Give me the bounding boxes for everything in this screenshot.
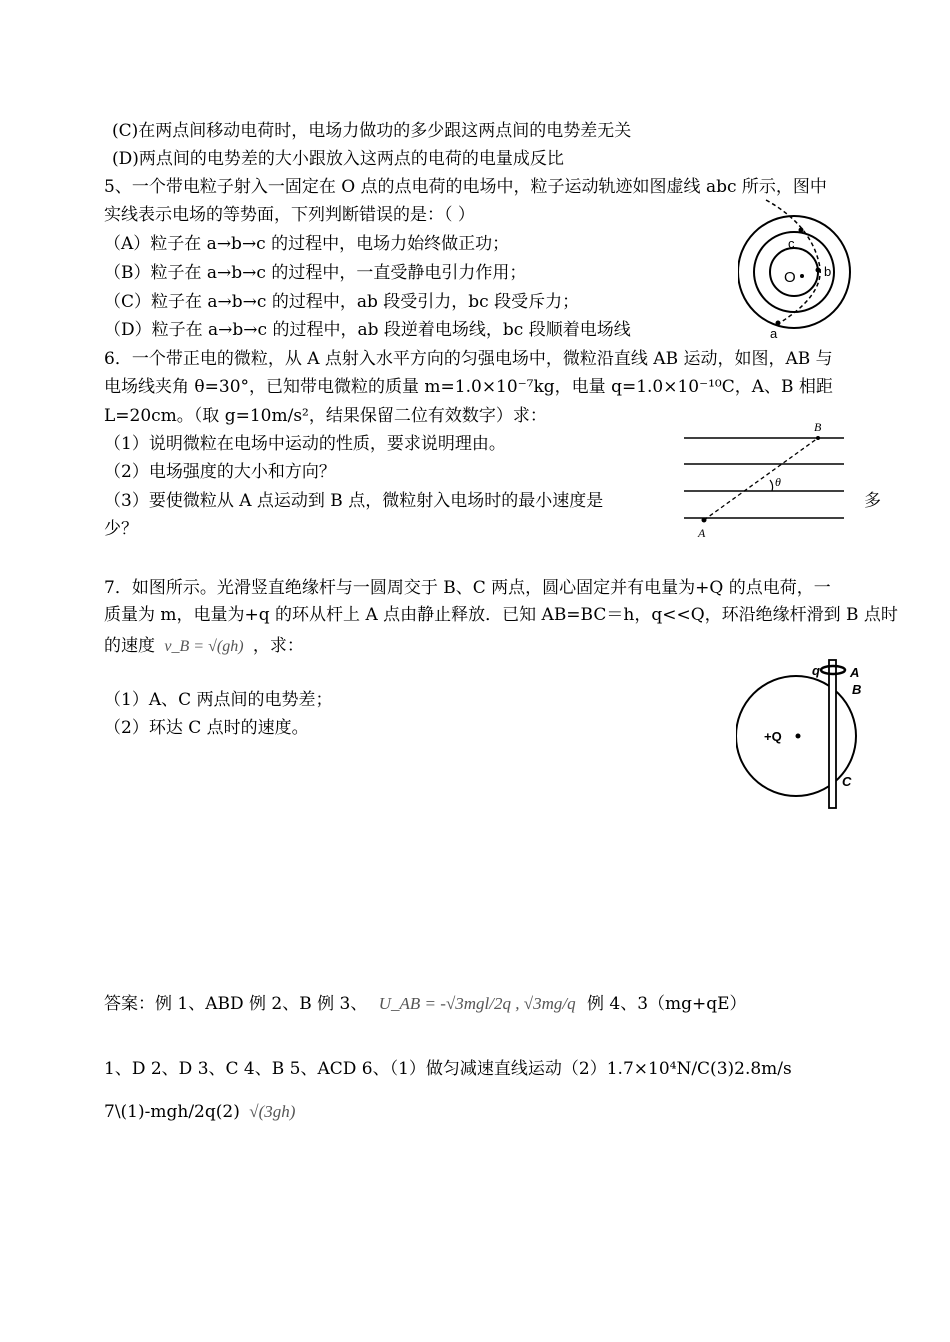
q5-option-a: （A）粒子在 a→b→c 的过程中，电场力始终做正功；	[104, 234, 510, 254]
uniform-field-figure	[680, 418, 850, 542]
q7-part2: （2）环达 C 点时的速度。	[104, 718, 309, 738]
answer-prefix: 答案：例 1、ABD 例 2、B 例 3、	[104, 994, 368, 1014]
q6-stem-line3: L=20cm。（取 g=10m/s²，结果保留二位有效数字）求：	[104, 406, 547, 426]
q7-stem-line1: 7．如图所示。光滑竖直绝缘杆与一圆周交于 B、C 两点，圆心固定并有电量为+Q 的点电荷，一	[104, 578, 831, 598]
q6-part3: （3）要使微粒从 A 点运动到 B 点，微粒射入电场时的最小速度是	[104, 491, 604, 511]
q5-stem-line1: 5、一个带电粒子射入一固定在 O 点的点电荷的电场中，粒子运动轨迹如图虚线 abc 所示，图中	[104, 177, 827, 197]
fig7-label-c: C	[842, 774, 852, 789]
q6-stem-line2: 电场线夹角 θ=30°，已知带电微粒的质量 m=1.0×10⁻⁷kg，电量 q=1.0×10⁻¹⁰C，A、B 相距	[104, 377, 833, 397]
q5-option-b: （B）粒子在 a→b→c 的过程中，一直受静电引力作用；	[104, 263, 527, 283]
option-c-line: (C)在两点间移动电荷时，电场力做功的多少跟这两点间的电势差无关	[112, 121, 632, 141]
q5-option-d: （D）粒子在 a→b→c 的过程中，ab 段逆着电场线，bc 段顺着电场线	[104, 320, 631, 340]
fig6-label-theta: θ	[775, 475, 781, 489]
fig5-label-o: O	[784, 269, 796, 286]
option-d-line: (D)两点间的电势差的大小跟放入这两点的电荷的电量成反比	[112, 149, 564, 169]
fig6-label-b: B	[814, 420, 822, 434]
equipotential-figure	[738, 196, 860, 342]
fig5-label-a: a	[770, 326, 778, 341]
answer-line3	[104, 1100, 295, 1124]
q6-part3-cont: 少？	[104, 519, 138, 539]
fig7-label-b: B	[852, 682, 862, 697]
answer-example4: 例 4、3（mg+qE）	[586, 994, 747, 1014]
answer-line1	[104, 992, 747, 1016]
answer-q7-text: 7\(1)-mgh/2q(2)	[104, 1102, 240, 1122]
q7-speed-prefix: 的速度	[104, 636, 155, 656]
answer-example3-formula: U_AB = -√3mgl/2q , √3mg/q	[378, 994, 576, 1013]
answer-line2: 1、D 2、D 3、C 4、B 5、ACD 6、（1）做匀减速直线运动（2）1.7×10⁴N/C(3)2.8m/s	[104, 1059, 792, 1079]
q6-part1: （1）说明微粒在电场中运动的性质，要求说明理由。	[104, 434, 506, 454]
q7-stem-line2: 质量为 m，电量为+q 的环从杆上 A 点由静止释放．已知 AB=BC＝h，q<<Q，环沿绝缘杆滑到 B 点时	[104, 605, 898, 625]
q5-option-c: （C）粒子在 a→b→c 的过程中，ab 段受引力，bc 段受斥力；	[104, 292, 580, 312]
q7-stem-line3	[104, 634, 304, 659]
fig7-label-plus-q: +Q	[764, 729, 782, 744]
answer-q7-formula: √(3gh)	[249, 1102, 296, 1121]
q7-part1: （1）A、C 两点间的电势差；	[104, 690, 333, 710]
q6-part2: （2）电场强度的大小和方向？	[104, 462, 336, 482]
fig5-label-b: b	[824, 264, 832, 279]
fig7-label-a: A	[850, 665, 860, 680]
q5-stem-line2: 实线表示电场的等势面，下列判断错误的是：（ ）	[104, 205, 475, 225]
q7-speed-suffix: ，求：	[252, 636, 304, 656]
rod-circle-figure	[736, 658, 876, 810]
q6-stem-line1: 6．一个带正电的微粒，从 A 点射入水平方向的匀强电场中，微粒沿直线 AB 运动，如图，AB 与	[104, 349, 833, 369]
fig6-label-a: A	[698, 526, 706, 540]
fig7-label-q: q	[812, 663, 820, 678]
q7-speed-formula: v_B = √(gh)	[164, 638, 244, 655]
q6-part3-tail: 多	[864, 491, 881, 511]
fig5-label-c: c	[788, 236, 795, 251]
